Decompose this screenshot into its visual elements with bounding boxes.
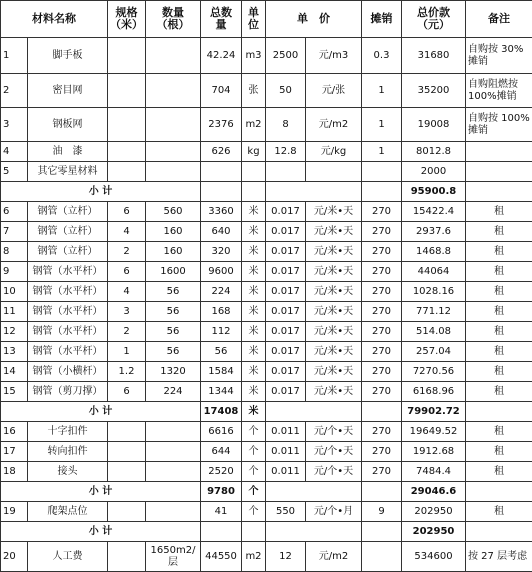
qty-cell bbox=[146, 462, 201, 482]
price-cell: 0.017 bbox=[266, 382, 306, 402]
subtotal-label: 小 计 bbox=[1, 182, 201, 202]
price-unit-cell: 元/个•天 bbox=[306, 442, 362, 462]
amort-cell: 1 bbox=[362, 74, 402, 108]
sum-cell: 257.04 bbox=[402, 342, 466, 362]
table-row bbox=[1, 262, 532, 282]
unit-cell: 米 bbox=[242, 342, 266, 362]
spec-cell bbox=[108, 38, 146, 74]
remark-cell bbox=[466, 162, 532, 182]
unit-cell: m3 bbox=[242, 38, 266, 74]
sum-cell: 2937.6 bbox=[402, 222, 466, 242]
material-name: 钢管（水平杆） bbox=[28, 302, 108, 322]
unit-cell: 个 bbox=[242, 442, 266, 462]
amort-cell: 0.3 bbox=[362, 38, 402, 74]
amort-cell: 270 bbox=[362, 382, 402, 402]
remark-cell: 租 bbox=[466, 322, 532, 342]
unit-cell: 米 bbox=[242, 302, 266, 322]
amort-cell: 1 bbox=[362, 108, 402, 142]
row-number: 16 bbox=[1, 422, 28, 442]
price-unit-cell: 元/米•天 bbox=[306, 262, 362, 282]
header-remark: 备注 bbox=[466, 1, 532, 38]
row-number: 7 bbox=[1, 222, 28, 242]
spec-cell: 1 bbox=[108, 342, 146, 362]
price-cell: 0.017 bbox=[266, 362, 306, 382]
subtotal-price bbox=[266, 482, 362, 502]
header-total: 总数 量 bbox=[201, 1, 242, 38]
remark-cell: 租 bbox=[466, 462, 532, 482]
row-number: 15 bbox=[1, 382, 28, 402]
table-row bbox=[1, 502, 532, 522]
total-cell: 1584 bbox=[201, 362, 242, 382]
spec-cell: 4 bbox=[108, 222, 146, 242]
material-name: 密目网 bbox=[28, 74, 108, 108]
remark-cell: 租 bbox=[466, 422, 532, 442]
header-name: 材料名称 bbox=[1, 1, 108, 38]
sum-cell: 35200 bbox=[402, 74, 466, 108]
subtotal-remark bbox=[466, 522, 532, 542]
material-name: 十字扣件 bbox=[28, 422, 108, 442]
unit-cell: 米 bbox=[242, 202, 266, 222]
subtotal-amort bbox=[362, 482, 402, 502]
sum-cell: 771.12 bbox=[402, 302, 466, 322]
subtotal-amort bbox=[362, 522, 402, 542]
spec-cell bbox=[108, 542, 146, 572]
remark-cell: 租 bbox=[466, 502, 532, 522]
total-cell: 704 bbox=[201, 74, 242, 108]
table-row bbox=[1, 74, 532, 108]
header-sum: 总价款 （元） bbox=[402, 1, 466, 38]
amort-cell: 270 bbox=[362, 302, 402, 322]
spec-cell: 6 bbox=[108, 382, 146, 402]
qty-cell: 160 bbox=[146, 242, 201, 262]
amort-cell: 270 bbox=[362, 242, 402, 262]
material-name: 油 漆 bbox=[28, 142, 108, 162]
subtotal-row bbox=[1, 402, 532, 422]
row-number: 8 bbox=[1, 242, 28, 262]
price-cell: 0.011 bbox=[266, 442, 306, 462]
spec-cell bbox=[108, 462, 146, 482]
price-unit-cell bbox=[306, 162, 362, 182]
unit-cell: 米 bbox=[242, 322, 266, 342]
row-number: 5 bbox=[1, 162, 28, 182]
subtotal-sum: 95900.8 bbox=[402, 182, 466, 202]
unit-cell: 米 bbox=[242, 382, 266, 402]
table-row bbox=[1, 142, 532, 162]
row-number: 14 bbox=[1, 362, 28, 382]
subtotal-label: 小 计 bbox=[1, 482, 201, 502]
material-name: 脚手板 bbox=[28, 38, 108, 74]
remark-cell: 租 bbox=[466, 342, 532, 362]
material-name: 钢管（立杆） bbox=[28, 202, 108, 222]
sum-cell: 1468.8 bbox=[402, 242, 466, 262]
total-cell: 644 bbox=[201, 442, 242, 462]
qty-cell: 560 bbox=[146, 202, 201, 222]
unit-cell: 米 bbox=[242, 222, 266, 242]
table-row bbox=[1, 422, 532, 442]
price-unit-cell: 元/米•天 bbox=[306, 382, 362, 402]
subtotal-total: 9780 bbox=[201, 482, 242, 502]
subtotal-unit bbox=[242, 182, 266, 202]
table-body bbox=[1, 38, 532, 572]
qty-cell bbox=[146, 442, 201, 462]
material-name: 钢板网 bbox=[28, 108, 108, 142]
total-cell: 56 bbox=[201, 342, 242, 362]
spec-cell bbox=[108, 422, 146, 442]
amort-cell: 270 bbox=[362, 282, 402, 302]
table-row bbox=[1, 442, 532, 462]
price-unit-cell: 元/m2 bbox=[306, 108, 362, 142]
row-number: 4 bbox=[1, 142, 28, 162]
sum-cell: 6168.96 bbox=[402, 382, 466, 402]
subtotal-amort bbox=[362, 402, 402, 422]
remark-cell: 自购阻燃按 100%摊销 bbox=[466, 74, 532, 108]
price-unit-cell: 元/米•天 bbox=[306, 242, 362, 262]
remark-cell: 租 bbox=[466, 202, 532, 222]
header-amort: 摊销 bbox=[362, 1, 402, 38]
sum-cell: 44064 bbox=[402, 262, 466, 282]
qty-cell: 56 bbox=[146, 282, 201, 302]
sum-cell: 1028.16 bbox=[402, 282, 466, 302]
spec-cell: 2 bbox=[108, 242, 146, 262]
total-cell: 41 bbox=[201, 502, 242, 522]
table-row bbox=[1, 282, 532, 302]
total-cell: 626 bbox=[201, 142, 242, 162]
remark-cell: 租 bbox=[466, 282, 532, 302]
spec-cell: 2 bbox=[108, 322, 146, 342]
price-cell: 0.017 bbox=[266, 302, 306, 322]
price-unit-cell: 元/个•天 bbox=[306, 422, 362, 442]
subtotal-total: 17408 bbox=[201, 402, 242, 422]
table-row bbox=[1, 108, 532, 142]
price-cell: 0.011 bbox=[266, 422, 306, 442]
amort-cell: 270 bbox=[362, 342, 402, 362]
price-unit-cell: 元/米•天 bbox=[306, 342, 362, 362]
total-cell: 640 bbox=[201, 222, 242, 242]
amort-cell bbox=[362, 542, 402, 572]
total-cell: 44550 bbox=[201, 542, 242, 572]
total-cell: 168 bbox=[201, 302, 242, 322]
material-name: 钢管（剪刀撑） bbox=[28, 382, 108, 402]
total-cell bbox=[201, 162, 242, 182]
qty-cell bbox=[146, 38, 201, 74]
sum-cell: 19008 bbox=[402, 108, 466, 142]
price-unit-cell: 元/米•天 bbox=[306, 302, 362, 322]
table-row bbox=[1, 38, 532, 74]
spec-cell: 1.2 bbox=[108, 362, 146, 382]
material-name: 其它零星材料 bbox=[28, 162, 108, 182]
total-cell: 9600 bbox=[201, 262, 242, 282]
sum-cell: 15422.4 bbox=[402, 202, 466, 222]
price-cell: 0.017 bbox=[266, 282, 306, 302]
qty-cell: 56 bbox=[146, 342, 201, 362]
subtotal-amort bbox=[362, 182, 402, 202]
remark-cell: 自购按 30%摊销 bbox=[466, 38, 532, 74]
sum-cell: 1912.68 bbox=[402, 442, 466, 462]
spec-cell: 6 bbox=[108, 262, 146, 282]
remark-cell: 租 bbox=[466, 222, 532, 242]
row-number: 10 bbox=[1, 282, 28, 302]
row-number: 3 bbox=[1, 108, 28, 142]
header-price: 单 价 bbox=[266, 1, 362, 38]
table-row bbox=[1, 242, 532, 262]
material-name: 人工费 bbox=[28, 542, 108, 572]
price-cell: 0.017 bbox=[266, 322, 306, 342]
remark-cell: 租 bbox=[466, 362, 532, 382]
unit-cell bbox=[242, 162, 266, 182]
material-name: 钢管（立杆） bbox=[28, 242, 108, 262]
unit-cell: m2 bbox=[242, 542, 266, 572]
sum-cell: 514.08 bbox=[402, 322, 466, 342]
table-row bbox=[1, 462, 532, 482]
qty-cell bbox=[146, 162, 201, 182]
material-name: 钢管（水平杆） bbox=[28, 262, 108, 282]
amort-cell: 270 bbox=[362, 362, 402, 382]
spec-cell bbox=[108, 162, 146, 182]
remark-cell: 租 bbox=[466, 382, 532, 402]
amort-cell: 270 bbox=[362, 262, 402, 282]
price-cell: 50 bbox=[266, 74, 306, 108]
price-unit-cell: 元/米•天 bbox=[306, 202, 362, 222]
row-number: 1 bbox=[1, 38, 28, 74]
row-number: 6 bbox=[1, 202, 28, 222]
price-cell: 12.8 bbox=[266, 142, 306, 162]
price-cell: 0.017 bbox=[266, 262, 306, 282]
sum-cell: 31680 bbox=[402, 38, 466, 74]
qty-cell: 56 bbox=[146, 302, 201, 322]
price-unit-cell: 元/米•天 bbox=[306, 222, 362, 242]
subtotal-row bbox=[1, 182, 532, 202]
amort-cell: 270 bbox=[362, 422, 402, 442]
unit-cell: 张 bbox=[242, 74, 266, 108]
table-row bbox=[1, 222, 532, 242]
price-cell: 550 bbox=[266, 502, 306, 522]
header-unit: 单 位 bbox=[242, 1, 266, 38]
unit-cell: 米 bbox=[242, 282, 266, 302]
amort-cell: 270 bbox=[362, 322, 402, 342]
sum-cell: 7484.4 bbox=[402, 462, 466, 482]
price-unit-cell: 元/个•月 bbox=[306, 502, 362, 522]
table-row bbox=[1, 162, 532, 182]
amort-cell bbox=[362, 162, 402, 182]
price-unit-cell: 元/张 bbox=[306, 74, 362, 108]
header-spec: 规格 （米） bbox=[108, 1, 146, 38]
spec-cell bbox=[108, 108, 146, 142]
amort-cell: 270 bbox=[362, 222, 402, 242]
spec-cell: 4 bbox=[108, 282, 146, 302]
table-row bbox=[1, 322, 532, 342]
amort-cell: 270 bbox=[362, 442, 402, 462]
material-name: 接头 bbox=[28, 462, 108, 482]
qty-cell bbox=[146, 74, 201, 108]
remark-cell: 自购按 100%摊销 bbox=[466, 108, 532, 142]
price-cell bbox=[266, 162, 306, 182]
remark-cell: 租 bbox=[466, 242, 532, 262]
amort-cell: 270 bbox=[362, 202, 402, 222]
total-cell: 1344 bbox=[201, 382, 242, 402]
unit-cell: m2 bbox=[242, 108, 266, 142]
header-row bbox=[1, 1, 532, 38]
price-cell: 0.017 bbox=[266, 202, 306, 222]
subtotal-label: 小 计 bbox=[1, 522, 201, 542]
table-row bbox=[1, 382, 532, 402]
amort-cell: 270 bbox=[362, 462, 402, 482]
total-cell: 42.24 bbox=[201, 38, 242, 74]
material-name: 钢管（水平杆） bbox=[28, 342, 108, 362]
qty-cell: 1600 bbox=[146, 262, 201, 282]
price-unit-cell: 元/米•天 bbox=[306, 282, 362, 302]
table-row bbox=[1, 342, 532, 362]
spec-cell bbox=[108, 142, 146, 162]
qty-cell: 224 bbox=[146, 382, 201, 402]
spec-cell bbox=[108, 502, 146, 522]
subtotal-row bbox=[1, 482, 532, 502]
total-cell: 320 bbox=[201, 242, 242, 262]
price-cell: 12 bbox=[266, 542, 306, 572]
header-qty: 数量 （根） bbox=[146, 1, 201, 38]
row-number: 20 bbox=[1, 542, 28, 572]
price-unit-cell: 元/米•天 bbox=[306, 362, 362, 382]
subtotal-total bbox=[201, 182, 242, 202]
row-number: 18 bbox=[1, 462, 28, 482]
subtotal-label: 小 计 bbox=[1, 402, 201, 422]
qty-cell bbox=[146, 422, 201, 442]
total-cell: 224 bbox=[201, 282, 242, 302]
subtotal-total bbox=[201, 522, 242, 542]
unit-cell: 米 bbox=[242, 242, 266, 262]
material-name: 钢管（水平杆） bbox=[28, 282, 108, 302]
qty-cell: 1650m2/层 bbox=[146, 542, 201, 572]
remark-cell: 按 27 层考虑 bbox=[466, 542, 532, 572]
spec-cell bbox=[108, 74, 146, 108]
row-number: 17 bbox=[1, 442, 28, 462]
material-name: 钢管（立杆） bbox=[28, 222, 108, 242]
remark-cell: 租 bbox=[466, 302, 532, 322]
row-number: 11 bbox=[1, 302, 28, 322]
sum-cell: 202950 bbox=[402, 502, 466, 522]
subtotal-remark bbox=[466, 482, 532, 502]
qty-cell bbox=[146, 142, 201, 162]
price-unit-cell: 元/kg bbox=[306, 142, 362, 162]
amort-cell: 9 bbox=[362, 502, 402, 522]
unit-cell: 个 bbox=[242, 462, 266, 482]
qty-cell: 160 bbox=[146, 222, 201, 242]
price-cell: 0.011 bbox=[266, 462, 306, 482]
material-name: 转向扣件 bbox=[28, 442, 108, 462]
remark-cell: 租 bbox=[466, 442, 532, 462]
sum-cell: 19649.52 bbox=[402, 422, 466, 442]
unit-cell: 米 bbox=[242, 362, 266, 382]
price-cell: 2500 bbox=[266, 38, 306, 74]
table-row bbox=[1, 302, 532, 322]
price-cell: 0.017 bbox=[266, 242, 306, 262]
sum-cell: 534600 bbox=[402, 542, 466, 572]
sum-cell: 7270.56 bbox=[402, 362, 466, 382]
row-number: 2 bbox=[1, 74, 28, 108]
subtotal-unit: 个 bbox=[242, 482, 266, 502]
total-cell: 112 bbox=[201, 322, 242, 342]
table-row bbox=[1, 202, 532, 222]
unit-cell: 米 bbox=[242, 262, 266, 282]
qty-cell bbox=[146, 502, 201, 522]
price-cell: 8 bbox=[266, 108, 306, 142]
qty-cell bbox=[146, 108, 201, 142]
price-unit-cell: 元/m3 bbox=[306, 38, 362, 74]
subtotal-unit: 米 bbox=[242, 402, 266, 422]
price-cell: 0.017 bbox=[266, 342, 306, 362]
remark-cell bbox=[466, 142, 532, 162]
subtotal-row bbox=[1, 522, 532, 542]
remark-cell: 租 bbox=[466, 262, 532, 282]
subtotal-remark bbox=[466, 402, 532, 422]
subtotal-price bbox=[266, 402, 362, 422]
unit-cell: kg bbox=[242, 142, 266, 162]
subtotal-sum: 29046.6 bbox=[402, 482, 466, 502]
subtotal-price bbox=[266, 522, 362, 542]
price-cell: 0.017 bbox=[266, 222, 306, 242]
sum-cell: 2000 bbox=[402, 162, 466, 182]
spec-cell bbox=[108, 442, 146, 462]
unit-cell: 个 bbox=[242, 422, 266, 442]
spec-cell: 3 bbox=[108, 302, 146, 322]
spec-cell: 6 bbox=[108, 202, 146, 222]
row-number: 12 bbox=[1, 322, 28, 342]
material-name: 钢管（水平杆） bbox=[28, 322, 108, 342]
material-name: 爬架点位 bbox=[28, 502, 108, 522]
price-unit-cell: 元/m2 bbox=[306, 542, 362, 572]
subtotal-sum: 202950 bbox=[402, 522, 466, 542]
subtotal-price bbox=[266, 182, 362, 202]
total-cell: 6616 bbox=[201, 422, 242, 442]
material-name: 钢管（小横杆） bbox=[28, 362, 108, 382]
row-number: 19 bbox=[1, 502, 28, 522]
table-row bbox=[1, 362, 532, 382]
amort-cell: 1 bbox=[362, 142, 402, 162]
sum-cell: 8012.8 bbox=[402, 142, 466, 162]
total-cell: 2376 bbox=[201, 108, 242, 142]
subtotal-remark bbox=[466, 182, 532, 202]
qty-cell: 1320 bbox=[146, 362, 201, 382]
qty-cell: 56 bbox=[146, 322, 201, 342]
table-row bbox=[1, 542, 532, 572]
row-number: 13 bbox=[1, 342, 28, 362]
subtotal-sum: 79902.72 bbox=[402, 402, 466, 422]
row-number: 9 bbox=[1, 262, 28, 282]
total-cell: 3360 bbox=[201, 202, 242, 222]
price-unit-cell: 元/米•天 bbox=[306, 322, 362, 342]
unit-cell: 个 bbox=[242, 502, 266, 522]
total-cell: 2520 bbox=[201, 462, 242, 482]
price-unit-cell: 元/个•天 bbox=[306, 462, 362, 482]
subtotal-unit bbox=[242, 522, 266, 542]
